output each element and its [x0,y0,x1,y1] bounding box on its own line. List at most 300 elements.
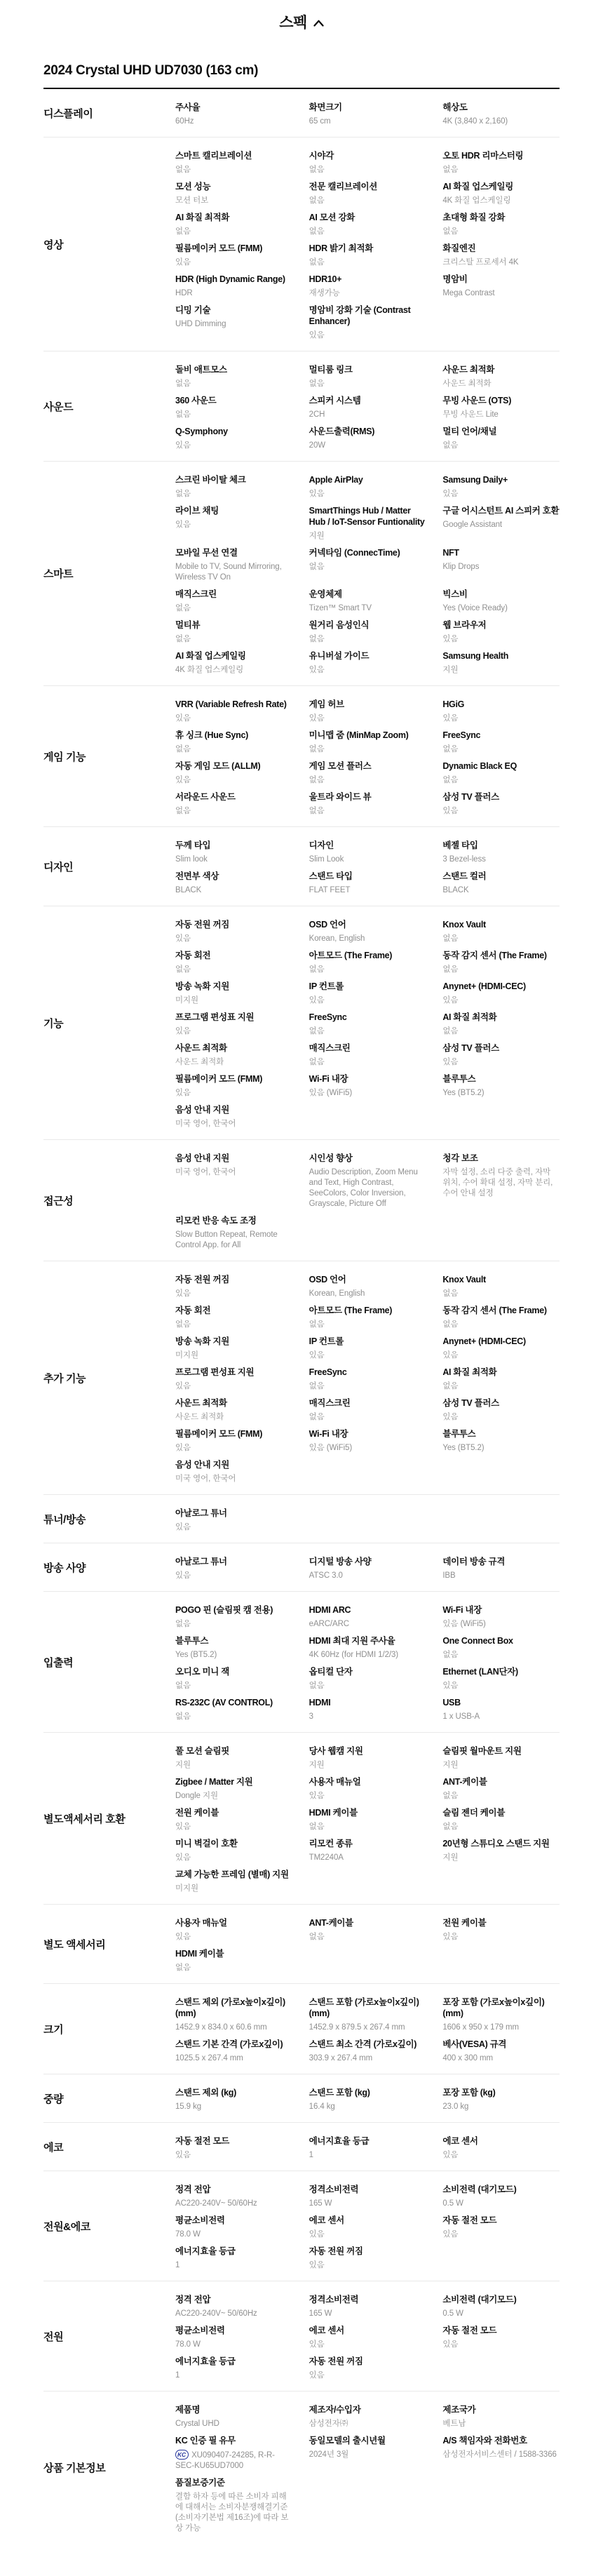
spec-label: 아트모드 (The Frame) [309,1306,393,1315]
spec-label: 아트모드 (The Frame) [309,951,393,960]
spec-item [175,1305,292,1330]
spec-item [175,1104,292,1129]
spec-items-grid [175,1604,560,1728]
spec-label: 멀티 언어/채널 [442,427,497,436]
spec-section [43,1905,560,1984]
spec-value: 없음 [309,745,325,753]
spec-value-text: XU090407-24285, R-R-SEC-KU65UD7000 [175,2451,275,2470]
spec-item [309,1807,426,1832]
spec-value: Yes (BT5.2) [175,1651,217,1659]
section-category-label: 접근성 [43,1195,74,1207]
spec-items-grid [175,364,560,457]
section-category-label: 영상 [43,239,64,251]
spec-value: Yes (BT5.2) [442,1089,485,1097]
spec-value: 없음 [442,934,459,943]
kc-certification-icon: KC [175,2450,189,2460]
spec-item [175,2477,292,2534]
spec-value: 없음 [175,1964,191,1972]
spec-label: 에코 센서 [442,2136,478,2146]
spec-item [442,474,560,499]
spec-label: 매직스크린 [175,589,217,599]
spec-label: ANT-케이블 [442,1777,487,1787]
spec-value: 4K (3,840 x 2,160) [442,117,508,126]
spec-value: 없음 [309,1027,325,1035]
spec-value: 없음 [309,380,325,388]
spec-item [175,1917,292,1943]
spec-label: 라이브 채팅 [175,506,219,516]
section-category-label: 입출력 [43,1656,74,1669]
spec-value: 있음 [175,1823,191,1831]
spec-label: Dynamic Black EQ [442,761,517,771]
spec-item [175,1838,292,1863]
spec-label: 20년형 스튜디오 스탠드 지원 [442,1839,550,1849]
spec-item [175,2294,292,2319]
spec-item [442,730,560,755]
spec-item [175,547,292,583]
spec-section [43,1592,560,1733]
spec-value: 20W [309,441,326,450]
section-category-label: 사운드 [43,401,74,413]
spec-item [309,650,426,676]
spec-value: 없음 [175,166,191,174]
spec-item [175,1745,292,1771]
spec-label: AI 화질 업스케일링 [175,651,246,661]
spec-value: 무빙 사운드 Lite [442,410,499,419]
spec-value: 삼성전자㈜ [309,2420,348,2428]
spec-value: 사운드 최적화 [175,1413,224,1421]
spec-value: 있음 (WiFi5) [309,1444,353,1452]
spec-value: 78.0 W [175,2230,201,2239]
spec-items-grid [175,474,560,681]
spec-value: 있음 [175,776,191,784]
spec-item [175,395,292,420]
spec-label: 음성 안내 지원 [175,1460,229,1470]
spec-item [442,950,560,975]
spec-label: Knox Vault [442,920,486,930]
spec-label: 삼성 TV 플러스 [442,792,499,802]
spec-value: HDR [175,289,193,297]
spec-item [442,1666,560,1691]
spec-label: 교체 가능한 프레임 (별매) 지원 [175,1870,289,1879]
section-category-label: 전원&에코 [43,2220,90,2233]
spec-item [442,212,560,237]
spec-item [175,304,292,341]
spec-item [175,1666,292,1691]
spec-item [309,1042,426,1068]
spec-value: 16.4 kg [309,2102,335,2111]
spec-section [43,1495,560,1543]
spec-item [309,1635,426,1661]
spec-label: 블루투스 [442,1074,476,1084]
spec-item [442,1274,560,1299]
spec-label: RS-232C (AV CONTROL) [175,1698,273,1708]
spec-item [175,212,292,237]
spec-value: 있음 [175,1571,191,1580]
spec-label: 미니 벽걸이 호환 [175,1839,238,1849]
spec-value: 없음 [309,1320,325,1329]
spec-item [309,1556,426,1581]
spec-item [175,2087,292,2112]
spec-item [175,150,292,175]
spec-value: 있음 [309,2230,325,2239]
spec-item [175,1604,292,1630]
spec-section [43,906,560,1140]
spec-value: 없음 [309,1933,325,1941]
spec-label: 유니버설 가이드 [309,651,370,661]
spec-item [309,181,426,206]
spec-label: 품질보증기준 [175,2478,225,2488]
spec-item [442,1697,560,1722]
spec-label: AI 화질 최적화 [175,213,230,222]
spec-item [309,1838,426,1863]
spec-section [43,2281,560,2391]
spec-item [175,2135,292,2161]
spec-value: 없음 [175,965,191,974]
spec-item [442,364,560,389]
spec-label: 방송 녹화 지원 [175,981,229,991]
spec-item [309,2184,426,2209]
spec-value: 없음 [442,227,459,236]
spec-label: 명암비 [442,274,468,284]
spec-label: IP 컨트롤 [309,981,344,991]
spec-value: Audio Description, Zoom Menu and Text, High Contrast, SeeColors, Color Inversion, Grayscale, Picture Off [309,1168,418,1208]
spec-item [309,950,426,975]
spec-item [175,730,292,755]
spec-value: 303.9 x 267.4 mm [309,2054,373,2062]
spec-item [309,1745,426,1771]
spec-value: 없음 [442,1792,459,1800]
spec-item [309,589,426,614]
spec-value: 삼성전자서비스센터 / 1588-3366 [442,2450,557,2459]
spec-items-grid [175,2135,560,2166]
spec-item [442,1397,560,1423]
spec-item [442,274,560,299]
spec-label: 에코 센서 [309,2215,344,2225]
spec-label: VRR (Variable Refresh Rate) [175,699,287,709]
spec-value: 없음 [175,604,191,612]
spec-item [309,2087,426,2112]
spec-value: 없음 [175,635,191,643]
spec-value: 없음 [309,635,325,643]
spec-items-grid [175,1153,560,1256]
spec-item [175,2246,292,2271]
spec-item [309,1305,426,1330]
spec-label: 에너지효율 등급 [175,2356,236,2366]
spec-value: 없음 [309,166,325,174]
spec-item [175,1042,292,1068]
spec-value: 있음 [175,258,191,267]
spec-item [309,981,426,1006]
spec-value: 있음 [442,2230,459,2239]
spec-label: 멀티룸 링크 [309,365,353,375]
spec-item [442,2135,560,2161]
spec-label: 자동 절전 모드 [442,2215,497,2225]
spec-value: 미지원 [175,996,199,1005]
spec-label: Apple AirPlay [309,475,363,485]
spec-label: 프로그램 편성표 지원 [175,1012,255,1022]
spec-label: OSD 언어 [309,1275,346,1284]
spec-value: 없음 [309,563,325,571]
spec-label: USB [442,1698,461,1708]
spec-item [442,1604,560,1630]
spec-label: 빅스비 [442,589,468,599]
spec-label: ANT-케이블 [309,1918,353,1928]
spec-item [175,760,292,786]
spec-item [309,1274,426,1299]
spec-value: BLACK [442,886,469,894]
spec-value: 있음 [175,1933,191,1941]
spec-label: HDMI [309,1698,331,1708]
spec-value: Mobile to TV, Sound Mirroring, Wireless TV On [175,563,282,582]
spec-value [175,2450,292,2471]
spec-value: 없음 [309,1382,325,1390]
spec-label: 디밍 기술 [175,305,211,315]
spec-label: HDMI ARC [309,1605,351,1615]
spec-item [442,1776,560,1802]
spec-label: 아날로그 튜너 [175,1508,227,1518]
spec-item [309,102,426,127]
spec-label: 울트라 와이드 뷰 [309,792,372,802]
spec-section [43,2391,560,2544]
spec-value: 있음 (WiFi5) [442,1620,486,1628]
spec-value: Klip Drops [442,563,480,571]
spec-item [442,150,560,175]
section-category-label: 별도 액세서리 [43,1938,106,1951]
section-category-label: 상품 기본정보 [43,2462,106,2474]
spec-item [175,181,292,206]
spec-item [175,2435,292,2471]
spec-item [175,2215,292,2240]
spec-item [175,1697,292,1722]
spec-value: Tizen™ Smart TV [309,604,372,612]
spec-section [43,686,560,827]
spec-label: 제품명 [175,2405,201,2415]
spec-value: 있음 [175,714,191,723]
spec-label: 포장 포함 (kg) [442,2088,496,2098]
spec-item [309,474,426,499]
spec-label: OSD 언어 [309,920,346,930]
spec-value: 있음 [175,521,191,529]
spec-label: 화면크기 [309,102,342,112]
spec-value: 있음 [309,1351,325,1360]
spec-label: 프로그램 편성표 지원 [175,1367,255,1377]
spec-value: AC220-240V~ 50/60Hz [175,2309,257,2318]
spec-label: 슬림핏 월마운트 지원 [442,1746,522,1756]
spec-value: 없음 [442,1289,459,1298]
spec-value: 23.0 kg [442,2102,469,2111]
spec-label: 풀 모션 슬림핏 [175,1746,229,1756]
spec-value: Korean, English [309,934,365,943]
spec-value: 미지원 [175,1351,199,1360]
spec-value: Slim look [175,855,208,864]
section-category-label: 에코 [43,2141,64,2154]
spec-value: 없음 [309,776,325,784]
spec-header-title: 스펙 [279,15,307,31]
spec-label: 사운드 최적화 [175,1398,227,1408]
spec-label: 스탠드 기본 간격 (가로x깊이) [175,2039,283,2049]
spec-value: 없음 [442,441,459,450]
spec-label: 사용자 매뉴얼 [175,1918,227,1928]
spec-label: 스크린 바이탈 체크 [175,475,246,485]
spec-value: 없음 [175,490,191,498]
spec-value: 있음 [175,1853,191,1862]
spec-item [175,650,292,676]
spec-value: 없음 [309,258,325,267]
spec-collapse-toggle[interactable] [43,0,560,32]
spec-item [175,2184,292,2209]
section-category-label: 튜너/방송 [43,1513,86,1526]
spec-items-grid [175,102,560,133]
spec-item [309,304,426,341]
spec-label: 오토 HDR 리마스터링 [442,151,524,161]
spec-item [175,619,292,645]
spec-item [175,699,292,724]
spec-item [175,102,292,127]
spec-value: 있음 [309,331,325,340]
section-category-label: 기능 [43,1017,64,1030]
spec-item [309,426,426,451]
spec-item [309,2215,426,2240]
spec-value: BLACK [175,886,202,894]
spec-value: 없음 [442,166,459,174]
spec-item [442,699,560,724]
spec-label: HDR (High Dynamic Range) [175,274,285,284]
section-category-label: 게임 기능 [43,751,86,763]
spec-items-grid [175,699,560,822]
spec-value: 있음 [442,714,459,723]
spec-label: HDMI 케이블 [309,1808,358,1818]
spec-item [309,505,426,542]
spec-value: 없음 [309,196,325,205]
spec-label: 제조자/수입자 [309,2405,361,2415]
spec-value: 사운드 최적화 [175,1058,224,1066]
spec-item [309,2039,426,2064]
spec-items-grid [175,1556,560,1587]
spec-value: 없음 [175,745,191,753]
spec-label: 슬림 젠더 케이블 [442,1808,506,1818]
spec-section [43,2123,560,2171]
spec-item [442,1336,560,1361]
spec-item [175,274,292,299]
spec-value: Google Assistant [442,521,503,529]
spec-value: 있음 [309,714,325,723]
spec-item [442,547,560,583]
spec-label: A/S 책임자와 전화번호 [442,2436,527,2446]
spec-label: 방송 녹화 지원 [175,1336,229,1346]
spec-label: Anynet+ (HDMI-CEC) [442,1336,526,1346]
spec-value: 미국 영어, 한국어 [175,1120,236,1128]
spec-label: 두께 타입 [175,840,211,850]
spec-item [175,1948,292,1973]
spec-value: Yes (Voice Ready) [442,604,508,612]
spec-item [175,2325,292,2350]
spec-items-grid [175,1997,560,2069]
spec-label: 매직스크린 [309,1043,351,1053]
spec-label: 멀티뷰 [175,620,201,630]
spec-item [309,1666,426,1691]
spec-value: 없음 [175,227,191,236]
spec-value: 있음 [442,1933,459,1941]
spec-value: 재생가능 [309,289,340,297]
spec-label: 자동 전원 꺼짐 [309,2246,363,2256]
spec-section [43,462,560,686]
spec-item [309,619,426,645]
spec-items-grid [175,1274,560,1490]
spec-items-grid [175,1917,560,1979]
spec-item [442,1917,560,1943]
spec-label: NFT [442,548,459,558]
spec-item [309,2435,426,2471]
spec-item [175,1459,292,1484]
spec-item [309,364,426,389]
spec-item [175,950,292,975]
spec-value: 없음 [175,1682,191,1690]
spec-item [442,1838,560,1863]
spec-items-grid [175,919,560,1135]
spec-value: 지원 [309,1761,325,1769]
spec-item [442,2404,560,2429]
spec-value: 있음 [309,2261,325,2269]
spec-section [43,1733,560,1905]
spec-label: AI 화질 최적화 [442,1012,497,1022]
spec-item [309,547,426,583]
spec-label: 필름메이커 모드 (FMM) [175,1429,263,1439]
spec-label: Anynet+ (HDMI-CEC) [442,981,526,991]
spec-item [175,1508,292,1533]
spec-label: 블루투스 [442,1429,476,1439]
spec-item [175,1397,292,1423]
spec-item [309,871,426,896]
spec-value: 있음 (WiFi5) [309,1089,353,1097]
spec-label: 자동 전원 꺼짐 [175,920,229,930]
spec-label: 리모컨 종류 [309,1839,353,1849]
spec-label: 스탠드 최소 간격 (가로x깊이) [309,2039,417,2049]
spec-item [442,181,560,206]
spec-item [309,2404,426,2429]
spec-value: 지원 [442,666,459,674]
spec-label: AI 화질 최적화 [442,1367,497,1377]
section-category-label: 디스플레이 [43,107,93,120]
spec-item [175,426,292,451]
spec-value: 없음 [309,227,325,236]
spec-value: 있음 [175,441,191,450]
spec-label: 청각 보조 [442,1153,478,1163]
spec-label: 매직스크린 [309,1398,351,1408]
spec-items-grid [175,2404,560,2540]
spec-item [175,791,292,817]
spec-item [309,2246,426,2271]
spec-item [175,919,292,944]
spec-item [442,1428,560,1454]
product-title: 2024 Crystal UHD UD7030 (163 cm) [43,63,560,89]
spec-item [175,1336,292,1361]
spec-label: Ethernet (LAN단자) [442,1667,518,1677]
spec-value: 없음 [175,1620,191,1628]
spec-label: SmartThings Hub / Matter Hub / IoT-Sensor Funtionality [309,506,425,527]
spec-item [175,2356,292,2381]
section-category-label: 별도액세서리 호환 [43,1813,126,1825]
spec-label: 자동 절전 모드 [175,2136,229,2146]
spec-item [309,395,426,420]
spec-value: 있음 [442,1413,459,1421]
spec-label: 시야각 [309,151,334,161]
spec-value: 크리스탈 프로세서 4K [442,258,519,267]
spec-label: 휴 싱크 (Hue Sync) [175,730,248,740]
spec-value: 없음 [442,1382,459,1390]
spec-item [309,730,426,755]
spec-item [309,1917,426,1943]
spec-label: 사운드 최적화 [442,365,495,375]
